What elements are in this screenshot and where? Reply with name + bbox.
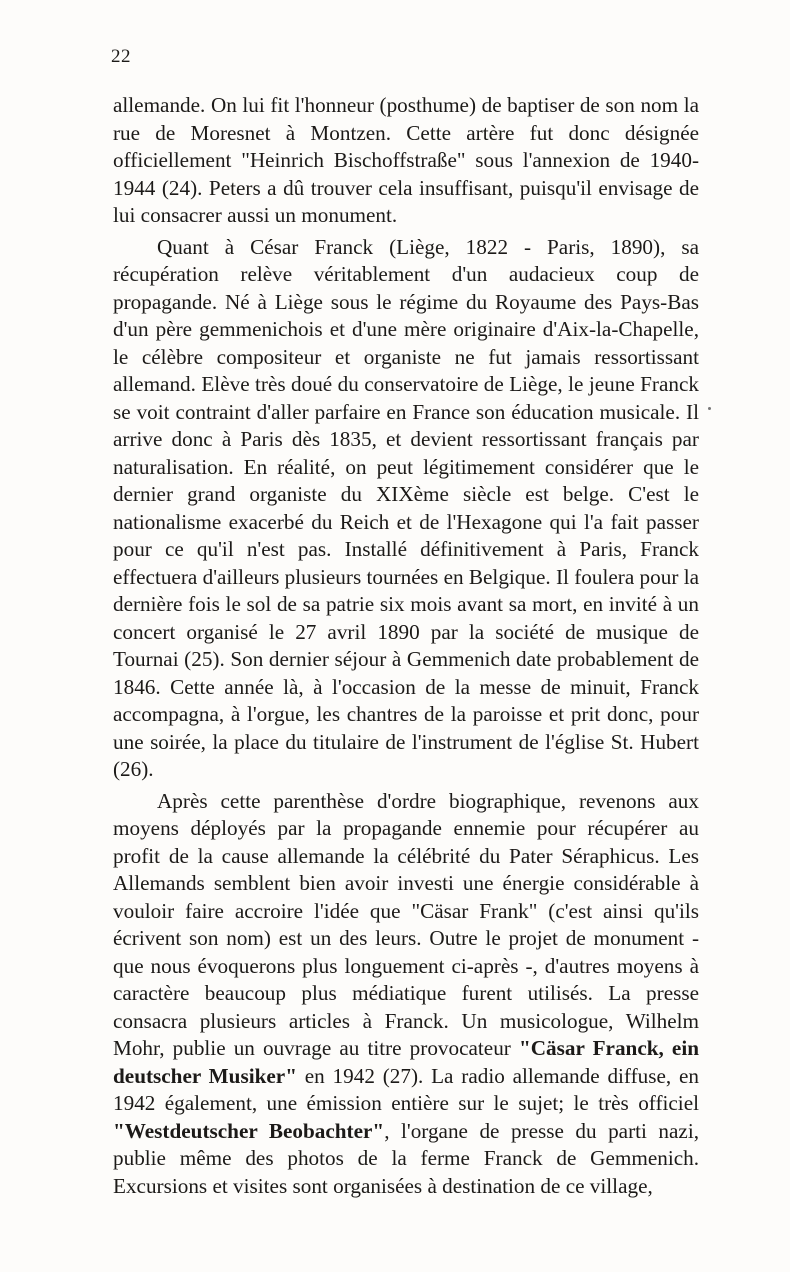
cited-title: "Westdeutscher Beobachter" [113, 1118, 385, 1143]
text-run: allemande. On lui fit l'honneur (posthume) de baptiser de son nom la rue de Moresnet à Montzen. Cette artère fut donc désignée officiellement "Heinrich Bischoffstraße" sous l'annexion de 1940-1944 (24). Peters a dû trouver cela insuffisant, puisqu'il envisage de lui consacrer aussi un monument. [113, 93, 699, 227]
paragraph-cesar-franck [113, 234, 699, 784]
text-run: Quant à César Franck (Liège, 1822 - Paris, 1890), sa récupération relève véritablement d'un audacieux coup de propagande. Né à Liège sous le régime du Royaume des Pays-Bas d'un père gemmenichois et d'une mère originaire d'Aix-la-Chapelle, le célèbre compositeur et organiste ne fut jamais ressortissant allemand. Elève très doué du conservatoire de Liège, le jeune Franck se voit contraint d'aller parfaire en France son éducation musicale. Il arrive donc à Paris dès 1835, et devient ressortissant français par naturalisation. En réalité, on peut légitimement considérer que le dernier grand organiste du XIXème siècle est belge. C'est le nationalisme exacerbé du Reich et de l'Hexagone qui l'a fait passer pour ce qu'il n'est pas. Installé définitivement à Paris, Franck effectuera d'ailleurs plusieurs tournées en Belgique. Il foulera pour la dernière fois le sol de sa patrie six mois avant sa mort, en invité à un concert organisé le 27 avril 1890 par la société de musique de Tournai (25). Son dernier séjour à Gemmenich date probablement de 1846. Cette année là, à l'occasion de la messe de minuit, Franck accompagna, à l'orgue, les chantres de la paroisse et prit donc, pour une soirée, la place du titulaire de l'instrument de l'église St. Hubert (26). [113, 234, 699, 781]
page-number: 22 [111, 46, 131, 67]
paragraph-propaganda [113, 788, 699, 1201]
print-speck [708, 407, 711, 410]
text-run: en 1942 (27). La radio allemande diffuse, en 1942 également, une émission entière sur le sujet; le très officiel [113, 1063, 699, 1115]
body-text [113, 92, 699, 1200]
text-run: , l'organe de presse du parti nazi, publie même des photos de la ferme Franck de Gemmenich. Excursions et visites sont organisées à destination de ce village, [113, 1118, 699, 1198]
text-run: Après cette parenthèse d'ordre biographique, revenons aux moyens déployés par la propagande ennemie pour récupérer au profit de la cause allemande la célébrité du Pater Séraphicus. Les Allemands semblent bien avoir investi une énergie considérable à vouloir faire accroire l'idée que "Cäsar Frank" (c'est ainsi qu'ils écrivent son nom) est un des leurs. Outre le projet de monument - que nous évoquerons plus longuement ci-après -, d'autres moyens à caractère beaucoup plus médiatique furent utilisés. La presse consacra plusieurs articles à Franck. Un musicologue, Wilhelm Mohr, publie un ouvrage au titre provocateur [113, 788, 699, 1060]
cited-title: "Cäsar Franck, ein deutscher Musiker" [113, 1036, 699, 1088]
paragraph-continuation [113, 92, 699, 230]
